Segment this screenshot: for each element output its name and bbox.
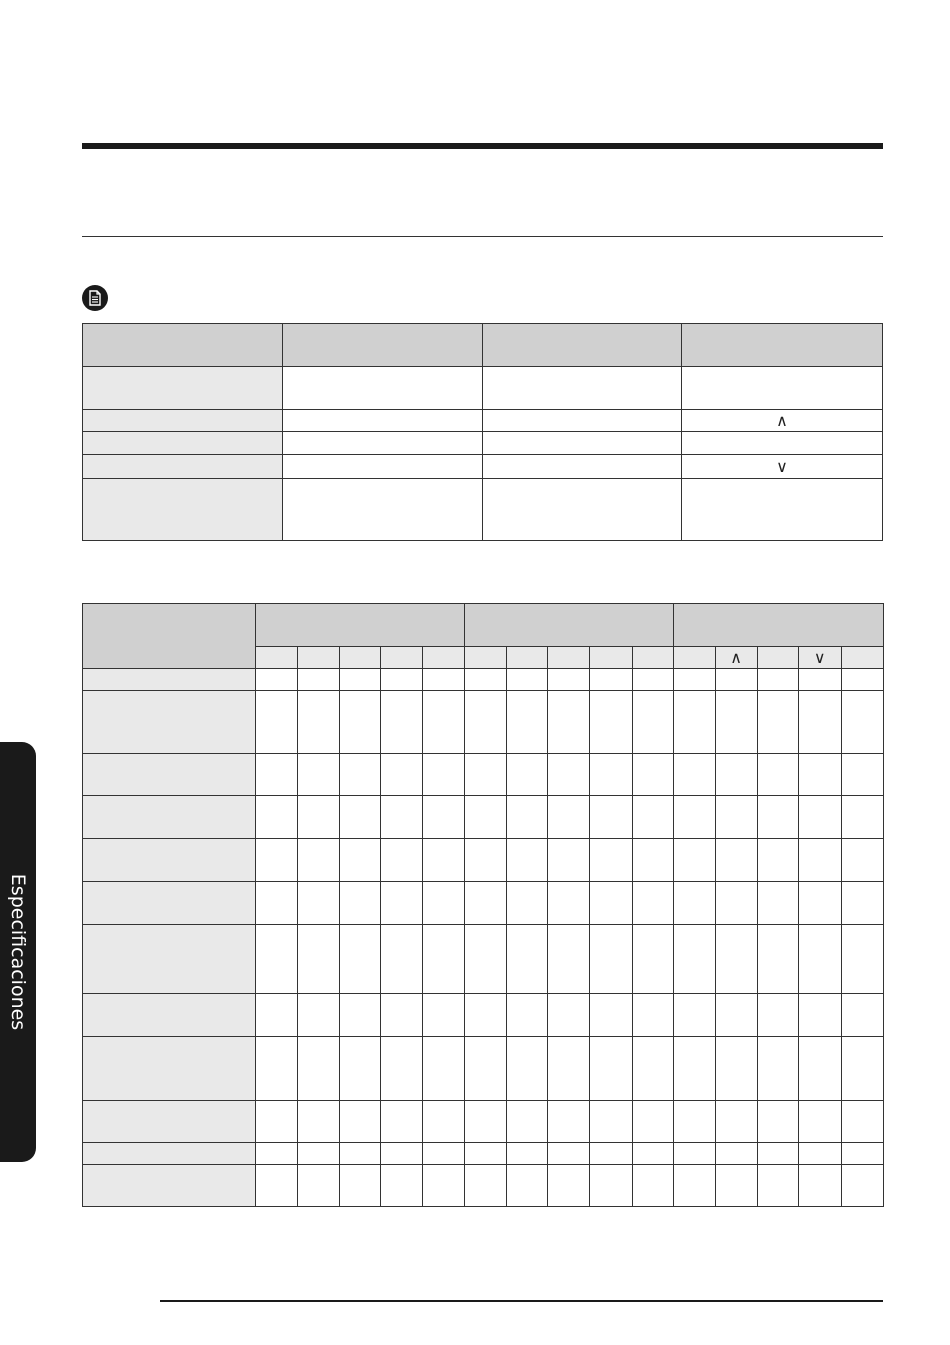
table-cell bbox=[632, 796, 673, 839]
table-cell bbox=[507, 796, 548, 839]
table-cell bbox=[483, 455, 682, 479]
table-cell bbox=[798, 669, 841, 691]
table-cell bbox=[465, 994, 507, 1037]
table-cell bbox=[841, 839, 883, 882]
table-cell bbox=[423, 925, 465, 994]
table-cell bbox=[673, 1037, 715, 1101]
table-cell bbox=[340, 669, 381, 691]
table-cell bbox=[841, 1165, 883, 1207]
table-cell bbox=[632, 691, 673, 754]
table-cell bbox=[381, 882, 423, 925]
table-cell bbox=[298, 882, 340, 925]
row-header bbox=[83, 1037, 256, 1101]
table-cell bbox=[507, 754, 548, 796]
table-cell bbox=[548, 669, 590, 691]
table-cell bbox=[381, 994, 423, 1037]
table-cell bbox=[465, 839, 507, 882]
table-row bbox=[83, 669, 884, 691]
table-cell bbox=[465, 882, 507, 925]
table-cell bbox=[465, 754, 507, 796]
table-cell bbox=[590, 882, 632, 925]
table-row bbox=[83, 994, 884, 1037]
row-header bbox=[83, 410, 283, 432]
table-cell bbox=[298, 796, 340, 839]
table-cell bbox=[590, 839, 632, 882]
table-cell bbox=[507, 882, 548, 925]
table-cell bbox=[507, 925, 548, 994]
table-cell bbox=[256, 1037, 298, 1101]
table-cell bbox=[340, 925, 381, 994]
table-cell bbox=[798, 754, 841, 796]
table-cell bbox=[673, 691, 715, 754]
table-cell bbox=[673, 994, 715, 1037]
table-cell bbox=[340, 882, 381, 925]
table-cell bbox=[632, 1037, 673, 1101]
table-cell bbox=[507, 1101, 548, 1143]
table-row bbox=[83, 691, 884, 754]
table-cell bbox=[673, 839, 715, 882]
table-cell bbox=[673, 796, 715, 839]
row-header bbox=[83, 455, 283, 479]
table-cell bbox=[715, 691, 757, 754]
table-cell bbox=[757, 994, 798, 1037]
table-cell bbox=[798, 882, 841, 925]
chevron-down-icon: ∨ bbox=[813, 647, 826, 667]
table-cell bbox=[757, 1143, 798, 1165]
table-cell bbox=[465, 691, 507, 754]
table-cell bbox=[548, 925, 590, 994]
table-cell bbox=[256, 754, 298, 796]
table-row bbox=[83, 1101, 884, 1143]
table-cell bbox=[673, 1165, 715, 1207]
table-cell bbox=[798, 1165, 841, 1207]
row-header bbox=[83, 691, 256, 754]
table-cell bbox=[283, 432, 483, 455]
table-cell bbox=[548, 691, 590, 754]
row-header bbox=[83, 994, 256, 1037]
table-cell bbox=[715, 1037, 757, 1101]
header-cell bbox=[483, 324, 682, 367]
sub-header bbox=[465, 647, 507, 669]
table-cell bbox=[841, 754, 883, 796]
table-cell bbox=[798, 839, 841, 882]
row-header bbox=[83, 754, 256, 796]
row-header bbox=[83, 925, 256, 994]
row-header bbox=[83, 1165, 256, 1207]
table-cell bbox=[715, 669, 757, 691]
table-cell bbox=[507, 691, 548, 754]
table-cell bbox=[841, 1143, 883, 1165]
table-cell bbox=[381, 754, 423, 796]
sub-header bbox=[841, 647, 883, 669]
table-cell bbox=[590, 994, 632, 1037]
table-cell bbox=[632, 925, 673, 994]
table-cell bbox=[548, 994, 590, 1037]
table-cell bbox=[590, 1165, 632, 1207]
row-header bbox=[83, 1101, 256, 1143]
table-cell bbox=[673, 925, 715, 994]
table-cell bbox=[381, 1143, 423, 1165]
table-cell bbox=[590, 925, 632, 994]
table-cell bbox=[507, 839, 548, 882]
table-cell bbox=[548, 796, 590, 839]
table-cell bbox=[715, 1165, 757, 1207]
table-cell bbox=[632, 754, 673, 796]
table-cell bbox=[841, 669, 883, 691]
table-cell bbox=[715, 925, 757, 994]
header-cell bbox=[83, 324, 283, 367]
table-cell bbox=[841, 994, 883, 1037]
table-cell bbox=[590, 754, 632, 796]
table-cell bbox=[632, 1101, 673, 1143]
table-cell bbox=[423, 1165, 465, 1207]
sub-header bbox=[298, 647, 340, 669]
row-header bbox=[83, 882, 256, 925]
header-cell bbox=[283, 324, 483, 367]
sub-header bbox=[507, 647, 548, 669]
table-cell bbox=[548, 754, 590, 796]
table-cell bbox=[798, 1101, 841, 1143]
table-cell bbox=[256, 925, 298, 994]
row-header bbox=[83, 839, 256, 882]
table-cell bbox=[483, 432, 682, 455]
table-row bbox=[83, 1037, 884, 1101]
row-header bbox=[83, 367, 283, 410]
table-cell bbox=[298, 1101, 340, 1143]
table-cell bbox=[682, 432, 883, 455]
table-cell bbox=[298, 669, 340, 691]
table-cell bbox=[381, 796, 423, 839]
table-cell bbox=[590, 796, 632, 839]
table-cell bbox=[715, 754, 757, 796]
table-cell bbox=[757, 754, 798, 796]
table-cell bbox=[841, 796, 883, 839]
table-row bbox=[83, 925, 884, 994]
table-cell bbox=[590, 691, 632, 754]
table-cell bbox=[548, 1143, 590, 1165]
table-cell bbox=[298, 691, 340, 754]
table-cell bbox=[283, 367, 483, 410]
table-cell bbox=[632, 669, 673, 691]
sub-header bbox=[757, 647, 798, 669]
table-cell bbox=[798, 796, 841, 839]
table-cell bbox=[507, 994, 548, 1037]
table-cell bbox=[841, 882, 883, 925]
table-cell bbox=[590, 1037, 632, 1101]
table-cell bbox=[423, 754, 465, 796]
table-cell bbox=[715, 882, 757, 925]
table-cell bbox=[483, 479, 682, 541]
table-cell bbox=[423, 882, 465, 925]
sub-header bbox=[715, 647, 757, 669]
table-cell bbox=[340, 994, 381, 1037]
table-cell bbox=[841, 691, 883, 754]
sub-header bbox=[590, 647, 632, 669]
sub-header bbox=[381, 647, 423, 669]
table-cell bbox=[483, 410, 682, 432]
table-cell bbox=[757, 1101, 798, 1143]
table-cell bbox=[283, 410, 483, 432]
table-cell bbox=[757, 839, 798, 882]
table-row bbox=[83, 1143, 884, 1165]
table-cell bbox=[381, 1101, 423, 1143]
table-cell bbox=[340, 1101, 381, 1143]
table-cell bbox=[298, 994, 340, 1037]
table-cell bbox=[256, 839, 298, 882]
table-cell bbox=[465, 925, 507, 994]
table-cell bbox=[798, 1037, 841, 1101]
table-cell bbox=[340, 1143, 381, 1165]
sub-header bbox=[340, 647, 381, 669]
table-cell bbox=[256, 994, 298, 1037]
table-row bbox=[83, 754, 884, 796]
table-cell bbox=[423, 1143, 465, 1165]
table-cell bbox=[256, 1143, 298, 1165]
side-tab-label: Especificaciones bbox=[7, 873, 29, 1031]
table-cell bbox=[757, 1037, 798, 1101]
table-cell bbox=[423, 994, 465, 1037]
group-header bbox=[673, 604, 883, 647]
header-cell bbox=[682, 324, 883, 367]
table-cell bbox=[757, 925, 798, 994]
table-cell bbox=[340, 1037, 381, 1101]
table-cell bbox=[632, 882, 673, 925]
table-cell bbox=[841, 925, 883, 994]
top-rule bbox=[82, 143, 883, 149]
group-header bbox=[256, 604, 465, 647]
chevron-up-icon: ∧ bbox=[776, 410, 788, 430]
table-cell bbox=[298, 925, 340, 994]
table-row bbox=[83, 839, 884, 882]
table-cell bbox=[715, 1101, 757, 1143]
row-header bbox=[83, 669, 256, 691]
table-cell bbox=[256, 796, 298, 839]
table-cell bbox=[381, 925, 423, 994]
table-cell bbox=[682, 479, 883, 541]
table-cell bbox=[715, 839, 757, 882]
table-cell bbox=[798, 925, 841, 994]
row-header bbox=[83, 479, 283, 541]
table-cell bbox=[715, 796, 757, 839]
sub-header bbox=[673, 647, 715, 669]
table-cell bbox=[757, 796, 798, 839]
table-cell bbox=[632, 1165, 673, 1207]
table-cell bbox=[423, 796, 465, 839]
table-cell bbox=[682, 410, 883, 432]
table-cell bbox=[507, 669, 548, 691]
table-cell bbox=[548, 1101, 590, 1143]
table-cell bbox=[715, 1143, 757, 1165]
table-cell bbox=[757, 882, 798, 925]
table-cell bbox=[423, 691, 465, 754]
row-header bbox=[83, 796, 256, 839]
table-cell bbox=[256, 669, 298, 691]
row-header bbox=[83, 432, 283, 455]
table-cell bbox=[256, 691, 298, 754]
table-cell bbox=[423, 669, 465, 691]
table-cell bbox=[465, 1143, 507, 1165]
table-cell bbox=[483, 367, 682, 410]
table-cell bbox=[256, 1101, 298, 1143]
table-cell bbox=[590, 1101, 632, 1143]
table-cell bbox=[632, 1143, 673, 1165]
table-cell bbox=[841, 1101, 883, 1143]
sub-header bbox=[632, 647, 673, 669]
table-cell bbox=[757, 669, 798, 691]
row-header bbox=[83, 1143, 256, 1165]
sub-header bbox=[798, 647, 841, 669]
table-cell bbox=[465, 1165, 507, 1207]
table-cell bbox=[590, 1143, 632, 1165]
table-cell bbox=[340, 1165, 381, 1207]
table-cell bbox=[298, 839, 340, 882]
table-cell bbox=[632, 839, 673, 882]
table-cell bbox=[256, 882, 298, 925]
table-cell bbox=[465, 669, 507, 691]
table-cell bbox=[798, 994, 841, 1037]
table-cell bbox=[298, 1143, 340, 1165]
table-cell bbox=[298, 754, 340, 796]
table-cell bbox=[507, 1037, 548, 1101]
table-cell bbox=[757, 1165, 798, 1207]
sub-header bbox=[423, 647, 465, 669]
table-cell bbox=[841, 1037, 883, 1101]
spec-table-1 bbox=[82, 323, 883, 541]
table-row bbox=[83, 796, 884, 839]
table-cell bbox=[682, 367, 883, 410]
table-cell bbox=[340, 691, 381, 754]
table-cell bbox=[298, 1165, 340, 1207]
table-cell bbox=[283, 479, 483, 541]
table-cell bbox=[757, 691, 798, 754]
sub-header bbox=[548, 647, 590, 669]
table-cell bbox=[715, 994, 757, 1037]
table-cell bbox=[548, 1165, 590, 1207]
table-cell bbox=[798, 691, 841, 754]
note-icon bbox=[82, 285, 108, 311]
table-cell bbox=[548, 1037, 590, 1101]
table-cell bbox=[673, 1143, 715, 1165]
table-cell bbox=[673, 669, 715, 691]
table-cell bbox=[682, 455, 883, 479]
table-row bbox=[83, 1165, 884, 1207]
table-cell bbox=[507, 1143, 548, 1165]
table-cell bbox=[256, 1165, 298, 1207]
chevron-up-icon: ∧ bbox=[730, 647, 743, 667]
header-cell bbox=[83, 604, 256, 669]
table-cell bbox=[381, 691, 423, 754]
group-header bbox=[465, 604, 673, 647]
table-cell bbox=[283, 455, 483, 479]
table-cell bbox=[423, 1101, 465, 1143]
table-cell bbox=[798, 1143, 841, 1165]
section-divider bbox=[82, 236, 883, 237]
table-cell bbox=[465, 1101, 507, 1143]
table-cell bbox=[548, 839, 590, 882]
table-cell bbox=[632, 994, 673, 1037]
table-cell bbox=[298, 1037, 340, 1101]
table-cell bbox=[340, 796, 381, 839]
table-cell bbox=[507, 1165, 548, 1207]
footer-rule bbox=[160, 1300, 883, 1302]
table-cell bbox=[423, 1037, 465, 1101]
table-cell bbox=[381, 1037, 423, 1101]
table-cell bbox=[381, 669, 423, 691]
table-cell bbox=[381, 1165, 423, 1207]
table-cell bbox=[465, 796, 507, 839]
table-cell bbox=[548, 882, 590, 925]
table-cell bbox=[381, 839, 423, 882]
table-cell bbox=[423, 839, 465, 882]
table-cell bbox=[673, 754, 715, 796]
spec-table-2 bbox=[82, 603, 884, 1207]
table-cell bbox=[673, 1101, 715, 1143]
sub-header bbox=[256, 647, 298, 669]
table-cell bbox=[590, 669, 632, 691]
table-cell bbox=[340, 839, 381, 882]
table-row bbox=[83, 882, 884, 925]
section-side-tab[interactable] bbox=[0, 742, 36, 1162]
table-cell bbox=[340, 754, 381, 796]
chevron-down-icon: ∨ bbox=[776, 456, 788, 476]
table-cell bbox=[673, 882, 715, 925]
table-cell bbox=[465, 1037, 507, 1101]
